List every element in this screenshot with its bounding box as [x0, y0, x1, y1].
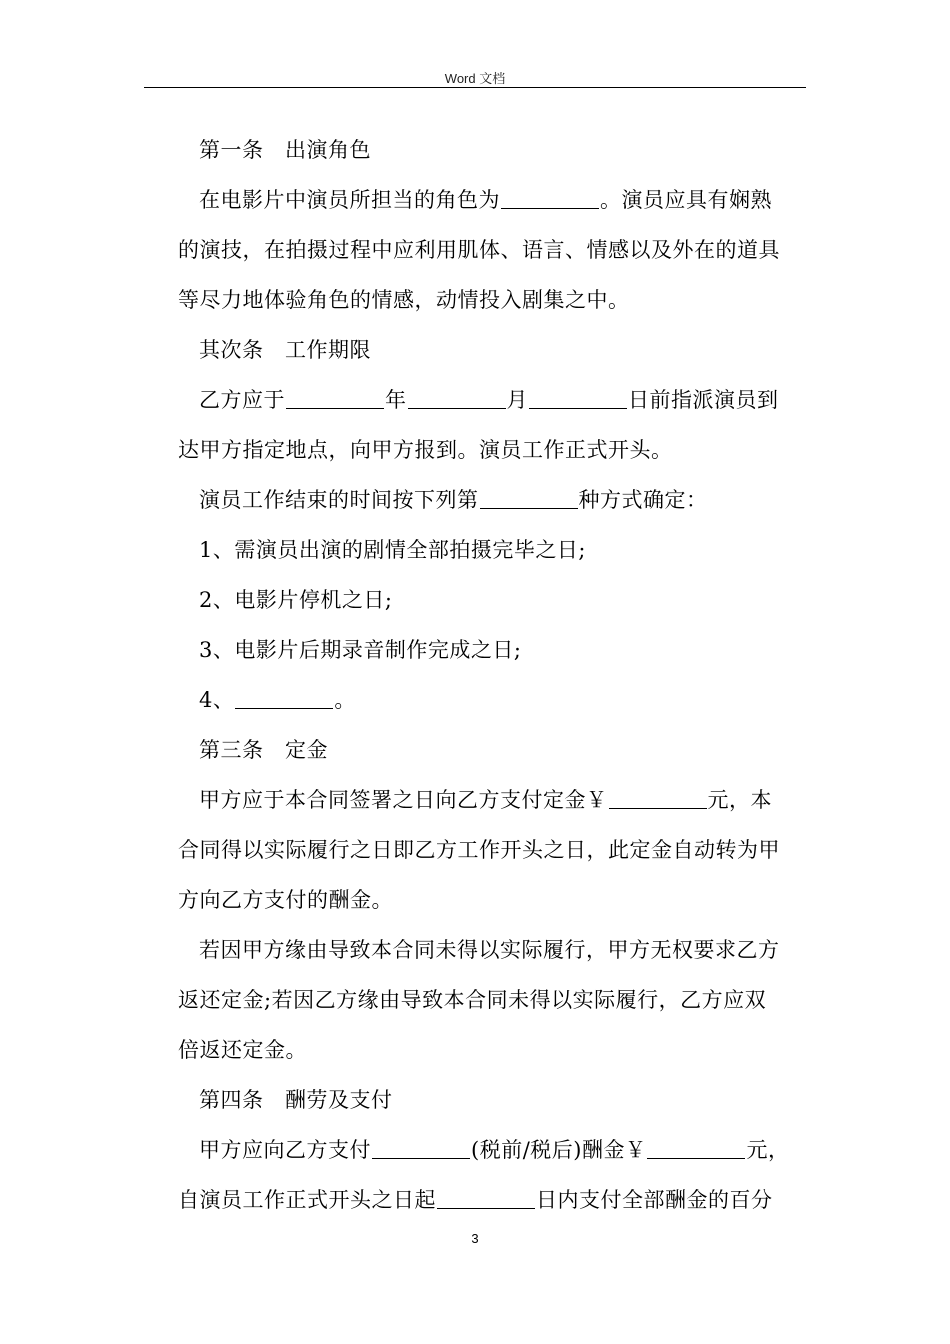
list-item — [178, 680, 810, 730]
text-segment: (税前/税后)酬金￥ — [471, 1138, 647, 1162]
article-2-paragraph-line-2: 达甲方指定地点，向甲方报到。演员工作正式开头。 — [178, 438, 673, 462]
header-title: Word 文档 — [444, 71, 506, 86]
fill-in-blank — [529, 384, 627, 409]
fill-in-blank — [437, 1184, 535, 1209]
text-segment: 在电影片中演员所担当的角色为 — [199, 188, 500, 212]
header-rule — [144, 87, 806, 88]
text-segment: 演员工作结束的时间按下列第 — [199, 488, 479, 512]
article-3-paragraph-2-line-3: 倍返还定金。 — [178, 1038, 307, 1062]
article-1-paragraph-line-1 — [178, 180, 810, 230]
article-2-heading: 其次条 工作期限 — [199, 338, 371, 362]
article-4-heading: 第四条 酬劳及支付 — [199, 1088, 393, 1112]
article-1-paragraph-line-2: 的演技，在拍摄过程中应利用肌体、语言、情感以及外在的道具 — [178, 238, 780, 262]
article-3-paragraph-line-2: 合同得以实际履行之日即乙方工作开头之日，此定金自动转为甲 — [178, 838, 780, 862]
fill-in-blank — [408, 384, 506, 409]
text-segment: 乙方应于 — [199, 388, 285, 412]
list-item: 2、电影片停机之日; — [199, 588, 393, 612]
text-segment: 年 — [385, 388, 407, 412]
article-1-paragraph-line-3: 等尽力地体验角色的情感，动情投入剧集之中。 — [178, 288, 630, 312]
fill-in-blank — [647, 1134, 745, 1159]
article-3-heading: 第三条 定金 — [199, 738, 328, 762]
text-segment: 甲方应于本合同签署之日向乙方支付定金￥ — [199, 788, 608, 812]
fill-in-blank — [480, 484, 578, 509]
text-segment: 日内支付全部酬金的百分 — [536, 1188, 773, 1212]
article-4-paragraph-line-2 — [178, 1180, 810, 1230]
fill-in-blank — [501, 184, 599, 209]
page-number: 3 — [471, 1231, 479, 1246]
text-segment: 月 — [506, 388, 528, 412]
article-4-paragraph-line-1 — [178, 1130, 810, 1180]
text-segment: 甲方应向乙方支付 — [199, 1138, 371, 1162]
text-segment: 自演员工作正式开头之日起 — [178, 1188, 436, 1212]
article-3-paragraph-line-1 — [178, 780, 810, 830]
text-segment: 元， — [746, 1138, 790, 1162]
article-3-paragraph-2-line-2: 返还定金;若因乙方缘由导致本合同未得以实际履行，乙方应双 — [178, 988, 767, 1012]
document-body — [178, 130, 810, 1230]
article-2-paragraph-2 — [178, 480, 810, 530]
text-segment: 。演员应具有娴熟 — [600, 188, 772, 212]
article-3-paragraph-line-3: 方向乙方支付的酬金。 — [178, 888, 393, 912]
text-segment: 日前指派演员到 — [628, 388, 779, 412]
article-3-paragraph-2-line-1: 若因甲方缘由导致本合同未得以实际履行，甲方无权要求乙方 — [199, 938, 780, 962]
list-item: 1、需演员出演的剧情全部拍摄完毕之日; — [199, 538, 586, 562]
list-item: 3、电影片后期录音制作完成之日; — [199, 638, 522, 662]
fill-in-blank — [235, 684, 333, 709]
fill-in-blank — [609, 784, 707, 809]
article-1-heading: 第一条 出演角色 — [199, 138, 371, 162]
text-segment: 4、 — [199, 688, 235, 712]
fill-in-blank — [372, 1134, 470, 1159]
text-segment: 元，本 — [707, 788, 772, 812]
fill-in-blank — [286, 384, 384, 409]
text-segment: 种方式确定： — [578, 488, 708, 512]
article-2-paragraph-line-1 — [178, 380, 810, 430]
text-segment: 。 — [334, 688, 356, 712]
